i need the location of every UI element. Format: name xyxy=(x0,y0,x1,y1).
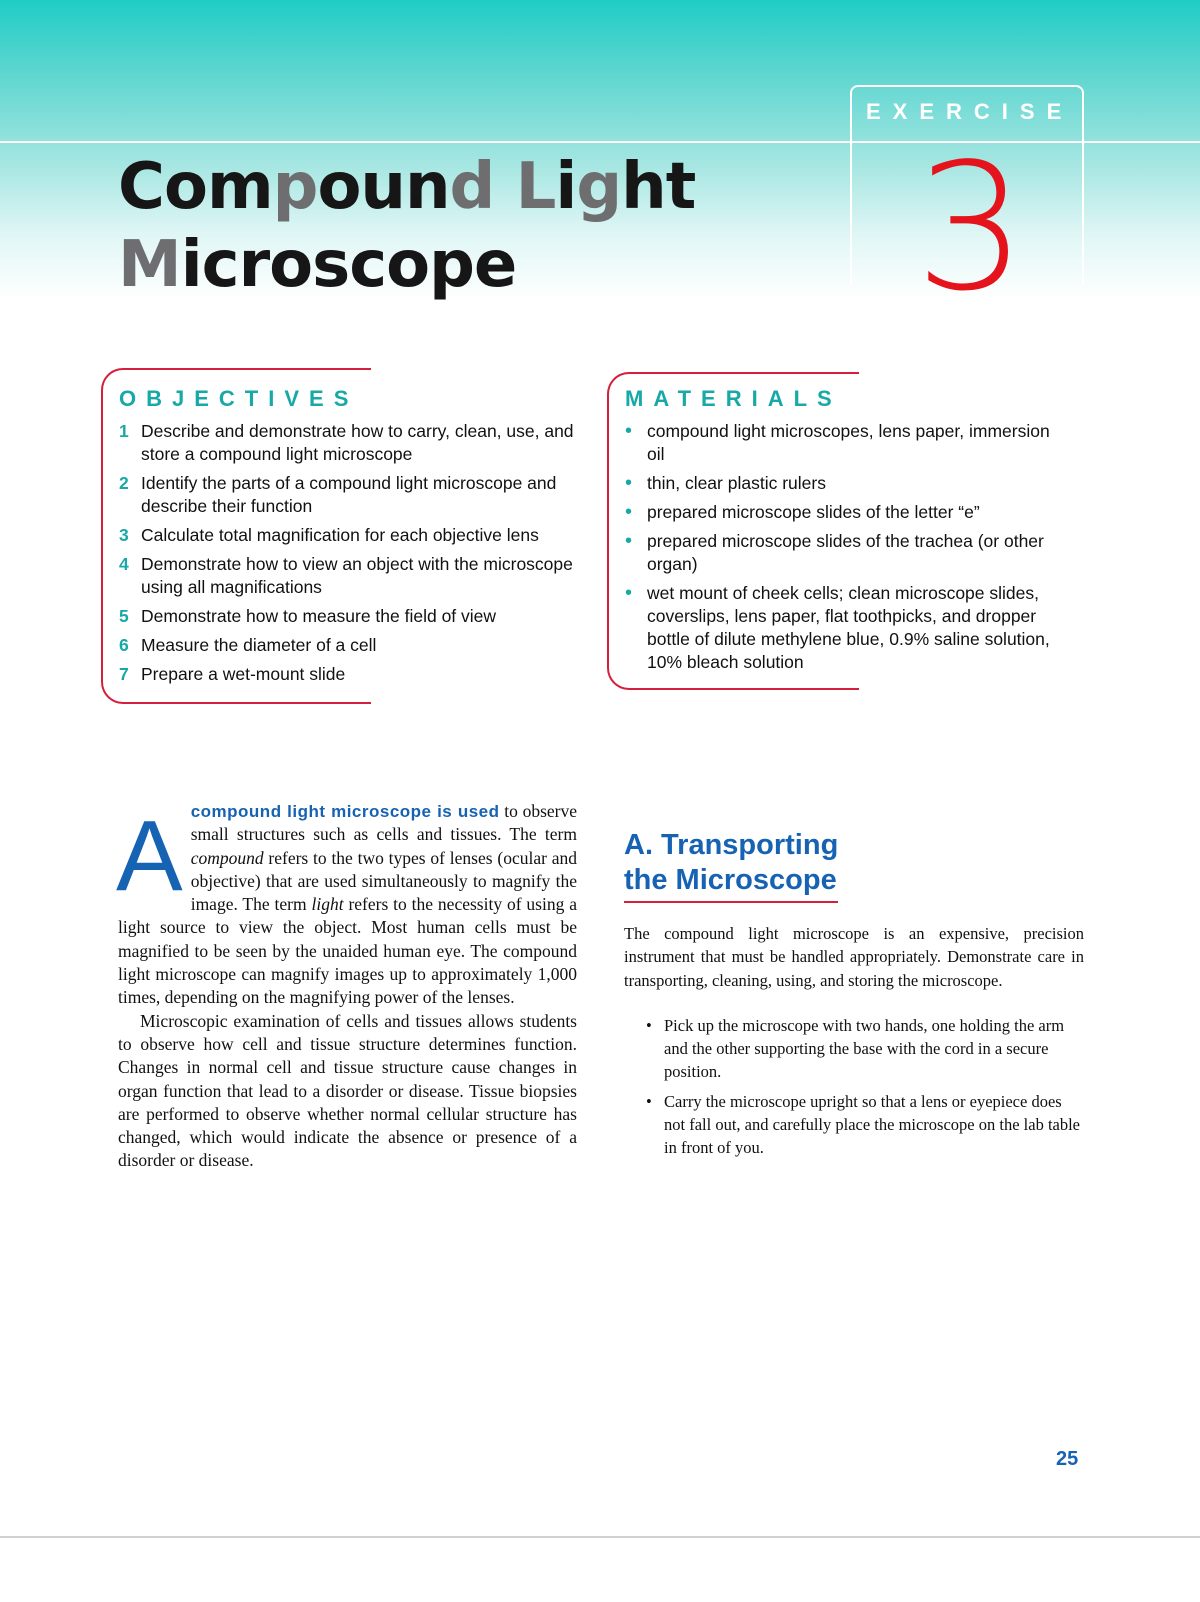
bullet-text: Pick up the microscope with two hands, one holding the arm and the other supporting the base with the cord in a secure position. xyxy=(664,1015,1065,1082)
text: refers to the necessity of using a light source to view the object. Most human cells must be magnified to be seen by the unaided human eye. The compound light microscope can magnify images up to approximately 1,000 times, depending on the magnifying power of the lenses. xyxy=(118,894,578,1008)
material-item xyxy=(625,530,1065,576)
material-item xyxy=(625,472,1065,495)
objective-text: Describe and demonstrate how to carry, clean, use, and store a compound light microscope xyxy=(141,421,574,464)
objective-number: 7 xyxy=(119,664,129,684)
title-segment: Com xyxy=(118,150,273,224)
section-a-body xyxy=(624,922,1084,1166)
intro-text xyxy=(118,800,577,1173)
material-text: compound light microscopes, lens paper, immersion oil xyxy=(647,421,1050,464)
bullet-icon: • xyxy=(625,582,633,604)
page-number: 25 xyxy=(1056,1448,1079,1470)
materials-list xyxy=(625,420,1065,674)
material-text: prepared microscope slides of the trachea (or other organ) xyxy=(647,531,1044,574)
material-item xyxy=(625,582,1065,674)
exercise-number: 3 xyxy=(915,127,1027,330)
objective-item xyxy=(119,634,589,657)
intro-paragraph-1 xyxy=(118,800,577,1010)
objective-item xyxy=(119,420,589,466)
title-line-1 xyxy=(118,148,695,226)
title-segment: icroscope xyxy=(180,228,517,302)
footer-rule xyxy=(0,1536,1200,1538)
intro-paragraph-2: Microscopic examination of cells and tissues allows students to observe how cell and tissue structure determines function. Changes in normal cell and tissue structure cause changes in organ function that lead to a disorder or disease. Tissue biopsies are performed to observe whether normal cellular structure has changed, which would indicate the absence or presence of a disorder or disease. xyxy=(118,1010,577,1171)
bullet-item xyxy=(646,1090,1084,1160)
bullet-icon: • xyxy=(646,1091,652,1111)
section-a-paragraph: The compound light microscope is an expensive, precision instrument that must be handled appropriately. Demonstrate care in transporting, cleaning, using, and storing the microscope. xyxy=(624,924,1084,990)
bullet-icon: • xyxy=(625,530,633,552)
title-segment: g xyxy=(576,150,622,224)
title-segment: oun xyxy=(317,150,450,224)
intro-lead: compound light microscope is used xyxy=(190,802,500,821)
bullet-icon: • xyxy=(625,472,633,494)
materials-heading: MATERIALS xyxy=(625,386,842,411)
section-a-heading xyxy=(624,828,838,903)
objective-item xyxy=(119,553,589,599)
objective-number: 2 xyxy=(119,473,129,493)
page-title xyxy=(118,148,695,304)
emphasis: compound xyxy=(190,847,264,868)
title-segment xyxy=(494,150,515,224)
objective-item xyxy=(119,605,589,628)
objective-text: Prepare a wet-mount slide xyxy=(141,664,346,684)
heading-line: A. Transporting xyxy=(624,829,839,861)
objectives-list xyxy=(119,420,589,686)
emphasis: light xyxy=(311,894,344,915)
title-segment: ht xyxy=(621,150,696,224)
title-segment: i xyxy=(555,150,577,224)
heading-line: the Microscope xyxy=(624,864,837,896)
material-text: wet mount of cheek cells; clean microscope slides, coverslips, lens paper, flat toothpicks, and dropper bottle of dilute methylene blue, 0.9% saline solution, 10% bleach solution xyxy=(647,583,1050,672)
bullet-icon: • xyxy=(625,420,633,442)
title-segment: d xyxy=(449,150,495,224)
objective-number: 4 xyxy=(119,554,129,574)
objective-text: Demonstrate how to measure the field of view xyxy=(141,606,497,626)
section-a-bullets xyxy=(646,1014,1084,1160)
objectives-heading: OBJECTIVES xyxy=(119,386,359,411)
material-text: prepared microscope slides of the letter “e” xyxy=(647,502,980,522)
material-text: thin, clear plastic rulers xyxy=(647,473,826,493)
drop-cap: A xyxy=(116,800,183,912)
bullet-item xyxy=(646,1014,1084,1084)
objective-number: 5 xyxy=(119,606,129,626)
bullet-icon: • xyxy=(625,501,633,523)
text: refers to the two types of lenses (ocular and objective) that are used simultaneously to magnify the image. The term xyxy=(190,847,577,915)
objective-text: Measure the diameter of a cell xyxy=(141,635,377,655)
objective-text: Demonstrate how to view an object with the microscope using all magnifications xyxy=(141,554,573,597)
objective-item xyxy=(119,524,589,547)
text: to observe small structures such as cells and tissues. The term xyxy=(190,801,577,845)
exercise-label: EXERCISE xyxy=(866,99,1074,124)
objective-number: 3 xyxy=(119,525,129,545)
objectives-box xyxy=(101,368,574,704)
objective-number: 6 xyxy=(119,635,129,655)
objective-text: Identify the parts of a compound light microscope and describe their function xyxy=(141,473,557,516)
title-line-2 xyxy=(118,226,695,304)
bullet-icon: • xyxy=(646,1015,652,1035)
title-segment: L xyxy=(515,150,556,224)
objective-number: 1 xyxy=(119,421,129,441)
objective-text: Calculate total magnification for each objective lens xyxy=(141,525,539,545)
material-item xyxy=(625,420,1065,466)
bullet-text: Carry the microscope upright so that a lens or eyepiece does not fall out, and carefully place the microscope on the lab table in front of you. xyxy=(664,1091,1081,1158)
objective-item xyxy=(119,663,589,686)
materials-box xyxy=(607,372,1050,690)
material-item xyxy=(625,501,1065,524)
objective-item xyxy=(119,472,589,518)
title-segment: p xyxy=(272,150,318,224)
title-segment: M xyxy=(118,228,181,302)
